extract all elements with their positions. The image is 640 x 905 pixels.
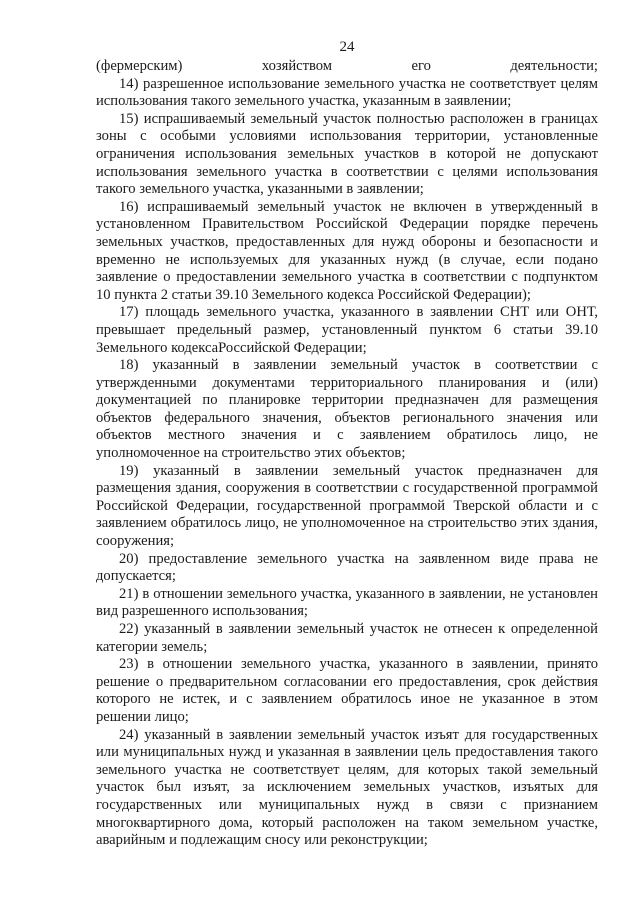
paragraph-item-16: 16) испрашиваемый земельный участок не включен в утвержденный в установленном Правительством Российской Федерации порядке перечень земельных участков, предоставленных для нужд обороны и безопасности и временно не используемых для указанных нужд (в случае, если подано заявление о предоставлении земельного участка в соответствии с подпунктом 10 пункта 2 статьи 39.10 Земельного кодекса Российской Федерации); (96, 198, 598, 303)
document-page (96, 38, 598, 898)
paragraph-item-17: 17) площадь земельного участка, указанного в заявлении СНТ или ОНТ, превышает предельный размер, установленный пунктом 6 статьи 39.10 Земельного кодексаРоссийской Федерации; (96, 304, 598, 356)
paragraph-item-19: 19) указанный в заявлении земельный участок предназначен для размещения здания, сооружения в соответствии с государственной программой Российской Федерации, государственной программой Тверской области и с заявлением обратилось лицо, не уполномоченное на строительство этих здания, сооружения; (96, 462, 598, 550)
paragraph-continuation: (фермерским) хозяйством его деятельности; (96, 58, 598, 74)
paragraph-item-20: 20) предоставление земельного участка на заявленном виде права не допускается; (96, 550, 598, 585)
paragraph-item-18: 18) указанный в заявлении земельный участок в соответствии с утвержденными документами территориального планирования и (или) документацией по планировке территории предназначен для размещения объектов федерального значения, объектов регионального значения или объектов местного значения и с заявлением обратилось лицо, не уполномоченное на строительство этих объектов; (96, 357, 598, 462)
paragraph-item-21: 21) в отношении земельного участка, указанного в заявлении, не установлен вид разрешенного использования; (96, 585, 598, 620)
paragraph-item-23: 23) в отношении земельного участка, указанного в заявлении, принято решение о предварительном согласовании его предоставления, срок действия которого не истек, и с заявлением обратилось иное не указанное в этом решении лицо; (96, 656, 598, 725)
paragraph-item-24: 24) указанный в заявлении земельный участок изъят для государственных или муниципальных нужд и указанная в заявлении цель предоставления такого земельного участка не соответствует целям, для которых такой земельный участок был изъят, за исключением земельных участков, изъятых для государственных или муниципальных нужд в связи с признанием многоквартирного дома, который расположен на таком земельном участке, аварийным и подлежащим сносу или реконструкции; (96, 726, 598, 849)
paragraph-item-14: 14) разрешенное использование земельного участка не соответствует целям использования такого земельного участка, указанным в заявлении; (96, 75, 598, 110)
page-number: 24 (339, 39, 355, 55)
paragraph-item-22: 22) указанный в заявлении земельный участок не отнесен к определенной категории земель; (96, 621, 598, 655)
paragraph-item-15: 15) испрашиваемый земельный участок полностью расположен в границах зоны с особыми условиями использования территории, установленные ограничения использования земельных участков в которой не допускают использования земельного участка в соответствии с целями использования такого земельного участка, указанными в заявлении; (96, 110, 598, 198)
